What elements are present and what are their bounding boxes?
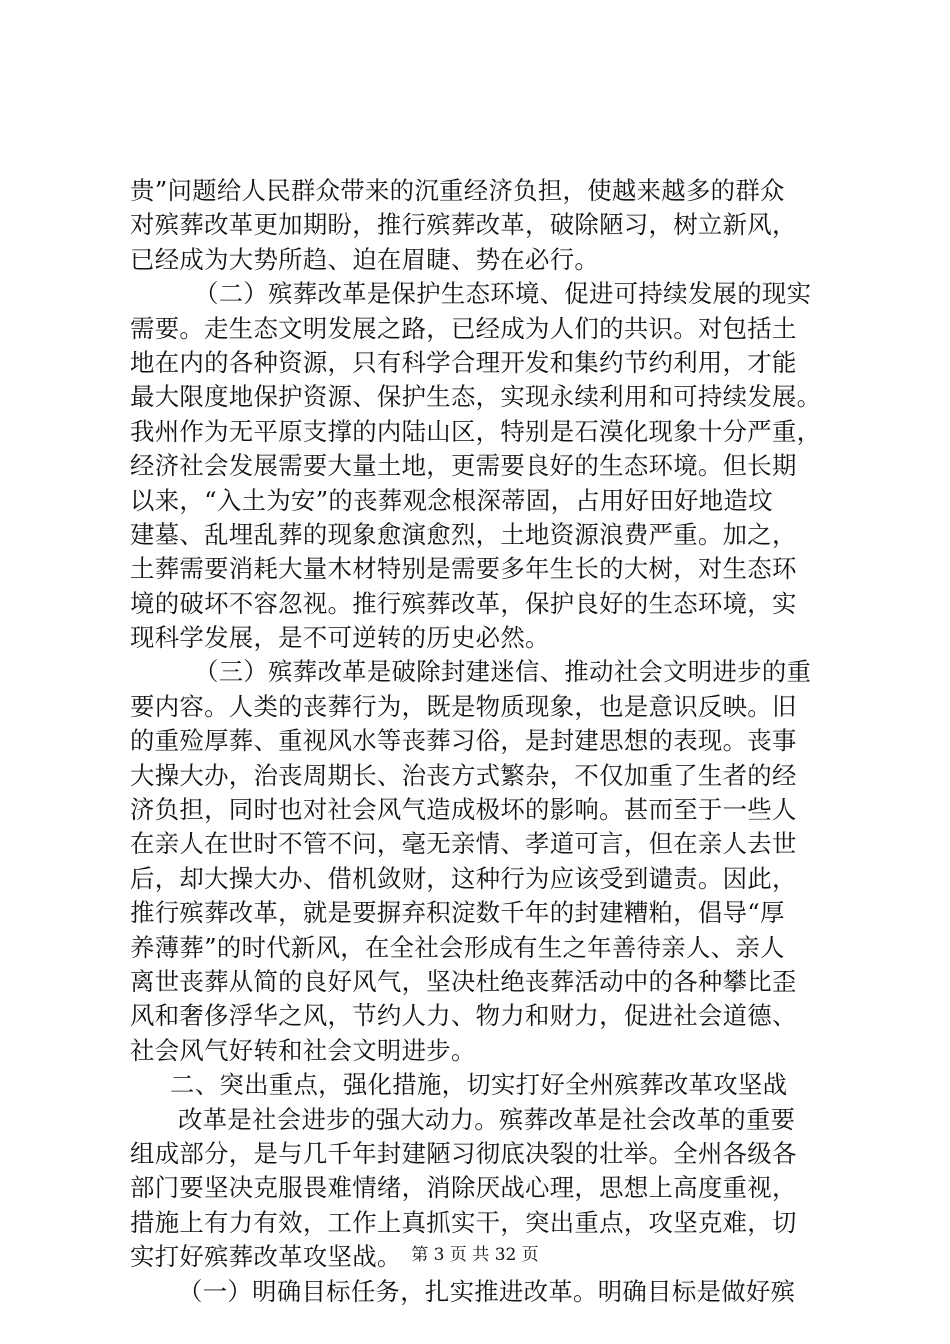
text-line: 以来，“入土为安”的丧葬观念根深蒂固，占用好田好地造坟 bbox=[130, 485, 773, 515]
text-line: （一）明确目标任务，扎实推进改革。明确目标是做好殡 bbox=[178, 1276, 796, 1306]
text-line: 对殡葬改革更加期盼，推行殡葬改革，破除陋习，树立新风， bbox=[130, 210, 797, 240]
text-line: 大操大办，治丧周期长、治丧方式繁杂，不仅加重了生者的经 bbox=[130, 760, 797, 790]
text-line: 土葬需要消耗大量木材特别是需要多年生长的大树，对生态环 bbox=[130, 554, 797, 584]
text-line: 要内容。人类的丧葬行为，既是物质现象，也是意识反映。旧 bbox=[130, 691, 797, 721]
text-line: 实打好殡葬改革攻坚战。 bbox=[130, 1242, 402, 1272]
text-line: 经济社会发展需要大量土地，更需要良好的生态环境。但长期 bbox=[130, 451, 797, 481]
text-line: 推行殡葬改革，就是要摒弃积淀数千年的封建糟粕，倡导“厚 bbox=[130, 898, 785, 928]
text-line: 风和奢侈浮华之风，节约人力、物力和财力，促进社会道德、 bbox=[130, 1001, 797, 1031]
text-line: 现科学发展，是不可逆转的历史必然。 bbox=[130, 623, 550, 653]
text-line: 后，却大操大办、借机敛财，这种行为应该受到谴责。因此， bbox=[130, 863, 797, 893]
text-line: 境的破坏不容忽视。推行殡葬改革，保护良好的生态环境，实 bbox=[130, 588, 797, 618]
text-line: 的重殓厚葬、重视风水等丧葬习俗，是封建思想的表现。丧事 bbox=[130, 726, 797, 756]
text-line: 养薄葬”的时代新风，在全社会形成有生之年善待亲人、亲人 bbox=[130, 932, 785, 962]
section-heading: 二、突出重点，强化措施，切实打好全州殡葬改革攻坚战 bbox=[170, 1070, 788, 1100]
text-line: （三）殡葬改革是破除封建迷信、推动社会文明进步的重 bbox=[194, 657, 812, 687]
page-number: 第 3 页 共 32 页 bbox=[411, 1245, 539, 1265]
text-line: 社会风气好转和社会文明进步。 bbox=[130, 1035, 476, 1065]
text-line: 我州作为无平原支撑的内陆山区，特别是石漠化现象十分严重， bbox=[130, 416, 822, 446]
text-line: 济负担，同时也对社会风气造成极坏的影响。甚而至于一些人 bbox=[130, 795, 797, 825]
text-line: 离世丧葬从简的良好风气，坚决杜绝丧葬活动中的各种攀比歪 bbox=[130, 966, 797, 996]
text-line: 需要。走生态文明发展之路，已经成为人们的共识。对包括土 bbox=[130, 313, 797, 343]
text-line: 地在内的各种资源，只有科学合理开发和集约节约利用，才能 bbox=[130, 347, 797, 377]
text-line: 组成部分，是与几千年封建陋习彻底决裂的壮举。全州各级各 bbox=[130, 1138, 797, 1168]
body-text bbox=[130, 174, 830, 1309]
text-line: 已经成为大势所趋、迫在眉睫、势在必行。 bbox=[130, 244, 600, 274]
text-line: 改革是社会进步的强大动力。殡葬改革是社会改革的重要 bbox=[178, 1104, 796, 1134]
text-line: 贵”问题给人民群众带来的沉重经济负担，使越来越多的群众 bbox=[130, 176, 785, 205]
text-line: 最大限度地保护资源、保护生态，实现永续利用和可持续发展。 bbox=[130, 382, 822, 412]
text-line: （二）殡葬改革是保护生态环境、促进可持续发展的现实 bbox=[194, 279, 812, 309]
text-line: 建墓、乱埋乱葬的现象愈演愈烈，土地资源浪费严重。加之， bbox=[130, 519, 797, 549]
text-line: 部门要坚决克服畏难情绪，消除厌战心理，思想上高度重视， bbox=[130, 1173, 797, 1203]
text-line: 措施上有力有效，工作上真抓实干，突出重点，攻坚克难，切 bbox=[130, 1207, 797, 1237]
text-line: 在亲人在世时不管不问，毫无亲情、孝道可言，但在亲人去世 bbox=[130, 829, 797, 859]
